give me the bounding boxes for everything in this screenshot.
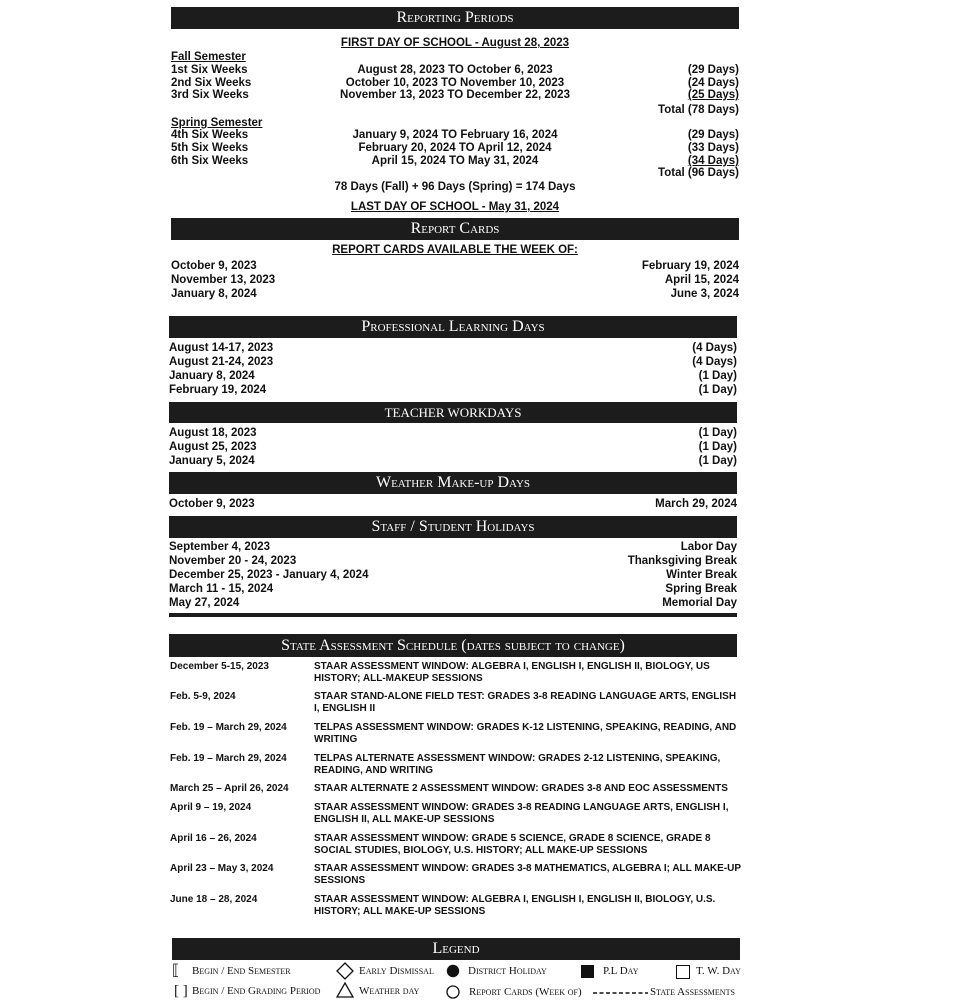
period-name: 4th Six Weeks (171, 129, 249, 141)
period-days: (29 Days) (687, 64, 739, 76)
section-divider (169, 613, 737, 617)
holiday-name: Labor Day (680, 541, 737, 553)
legend-begin-end-semester: Begin / End Semester (192, 965, 291, 977)
tw-days: (1 Day) (698, 427, 737, 439)
period-dates: October 10, 2023 TO November 10, 2023 (345, 77, 565, 89)
period-days: (33 Days) (687, 142, 739, 154)
assessment-desc: TELPAS ALTERNATE ASSESSMENT WINDOW: GRADES 2-12 LISTENING, SPEAKING, READING, AND WRITING (314, 753, 721, 776)
holiday-date: March 11 - 15, 2024 (169, 583, 274, 595)
pl-date: February 19, 2024 (169, 384, 267, 396)
period-dates: November 13, 2023 TO December 22, 2023 (340, 89, 570, 101)
report-card-date: June 3, 2024 (670, 288, 739, 300)
assessment-date: April 16 – 26, 2024 (170, 833, 257, 844)
diamond-icon (336, 962, 354, 980)
spring-total: Total (96 Days) (658, 167, 739, 179)
legend-early-dismissal: Early Dismissal (359, 965, 434, 977)
weather-date: October 9, 2023 (169, 498, 255, 510)
fall-semester-label: Fall Semester (171, 51, 246, 63)
assessment-desc: TELPAS ASSESSMENT WINDOW: GRADES K-12 LISTENING, SPEAKING, READING, AND WRITING (314, 722, 737, 745)
holiday-name: Memorial Day (662, 597, 737, 609)
assessment-desc: STAAR ASSESSMENT WINDOW: GRADES 3-8 MATHEMATICS, ALGEBRA I; ALL MAKE-UP SESSIONS (314, 863, 741, 886)
tw-days: (1 Day) (698, 455, 737, 467)
holiday-name: Spring Break (665, 583, 737, 595)
tw-days: (1 Day) (698, 441, 737, 453)
period-name: 6th Six Weeks (171, 155, 249, 167)
assessment-date: April 23 – May 3, 2024 (170, 863, 274, 874)
period-dates: August 28, 2023 TO October 6, 2023 (357, 64, 553, 76)
triangle-icon (336, 982, 354, 998)
period-name: 1st Six Weeks (171, 64, 248, 76)
assessment-date: March 25 – April 26, 2024 (170, 783, 289, 794)
assessment-desc: STAAR ASSESSMENT WINDOW: GRADE 5 SCIENCE, GRADE 8 SCIENCE, GRADE 8 SOCIAL STUDIES, BIOLOGY, U.S. HISTORY; ALL MAKE-UP SESSIONS (314, 833, 711, 856)
double-bracket-icon: ⟦ (172, 963, 180, 979)
bracket-icon: [ ] (174, 983, 188, 999)
report-card-date: November 13, 2023 (171, 274, 276, 286)
legend-tw-day: T. W. Day (696, 965, 741, 977)
report-card-date: February 19, 2024 (641, 260, 739, 272)
period-name: 3rd Six Weeks (171, 89, 249, 101)
holiday-date: May 27, 2024 (169, 597, 240, 609)
holidays-header: Staff / Student Holidays (169, 516, 737, 538)
pl-days: (4 Days) (692, 356, 737, 368)
outline-circle-icon (446, 985, 460, 999)
assessment-date: April 9 – 19, 2024 (170, 802, 252, 813)
period-days: (29 Days) (687, 129, 739, 141)
period-name: 5th Six Weeks (171, 142, 249, 154)
weather-date: March 29, 2024 (655, 498, 737, 510)
first-day-of-school: FIRST DAY OF SCHOOL - August 28, 2023 (340, 37, 570, 49)
legend-district-holiday: District Holiday (468, 965, 547, 977)
period-dates: February 20, 2024 TO April 12, 2024 (358, 142, 552, 154)
period-days: (34 Days) (687, 155, 739, 167)
legend-pl-day: P.L Day (603, 965, 639, 977)
legend-weather-day: Weather day (359, 985, 420, 997)
assessment-desc: STAAR ASSESSMENT WINDOW: GRADES 3-8 READING LANGUAGE ARTS, ENGLISH I, ENGLISH II, ALL MAKE-UP SESSIONS (314, 802, 729, 825)
period-dates: January 9, 2024 TO February 16, 2024 (352, 129, 558, 141)
legend-begin-end-grading: Begin / End Grading Period (192, 985, 321, 997)
period-days: (25 Days) (687, 89, 739, 101)
assessment-date: December 5-15, 2023 (170, 661, 269, 672)
filled-square-icon (581, 965, 594, 978)
days-sum: 78 Days (Fall) + 96 Days (Spring) = 174 Days (334, 181, 576, 193)
tw-date: August 18, 2023 (169, 427, 257, 439)
report-cards-header: Report Cards (171, 218, 739, 240)
holiday-date: December 25, 2023 - January 4, 2024 (169, 569, 369, 581)
pl-days: (1 Day) (698, 370, 737, 382)
holiday-date: September 4, 2023 (169, 541, 271, 553)
period-days: (24 Days) (687, 77, 739, 89)
holiday-date: November 20 - 24, 2023 (169, 555, 297, 567)
assessment-desc: STAAR ALTERNATE 2 ASSESSMENT WINDOW: GRADES 3-8 AND EOC ASSESSMENTS (314, 783, 728, 794)
pl-date: August 21-24, 2023 (169, 356, 274, 368)
spring-semester-label: Spring Semester (171, 117, 263, 129)
pl-days: (1 Day) (698, 384, 737, 396)
legend-state-assessments: State Assessments (650, 986, 735, 998)
pl-date: August 14-17, 2023 (169, 342, 274, 354)
period-name: 2nd Six Weeks (171, 77, 252, 89)
pl-days: (4 Days) (692, 342, 737, 354)
assessment-date: Feb. 19 – March 29, 2024 (170, 753, 287, 764)
assessment-desc: STAAR ASSESSMENT WINDOW: ALGEBRA I, ENGLISH I, ENGLISH II, BIOLOGY, U.S. HISTORY; ALL MAKE-UP SESSIONS (314, 894, 716, 917)
tw-date: January 5, 2024 (169, 455, 255, 467)
report-card-date: January 8, 2024 (171, 288, 257, 300)
assessment-desc: STAAR STAND-ALONE FIELD TEST: GRADES 3-8 READING LANGUAGE ARTS, ENGLISH I, ENGLISH II (314, 691, 737, 714)
period-dates: April 15, 2024 TO May 31, 2024 (371, 155, 539, 167)
assessment-date: June 18 – 28, 2024 (170, 894, 258, 905)
assessment-date: Feb. 5-9, 2024 (170, 691, 236, 702)
pl-date: January 8, 2024 (169, 370, 255, 382)
teacher-workdays-header: TEACHER WORKDAYS (169, 402, 737, 423)
fall-total: Total (78 Days) (658, 104, 739, 116)
legend-report-cards: Report Cards (Week of) (469, 986, 582, 998)
report-cards-subtitle: REPORT CARDS AVAILABLE THE WEEK OF: (332, 244, 578, 256)
weather-makeup-header: Weather Make-up Days (169, 472, 737, 494)
legend-header: Legend (172, 938, 740, 960)
dashed-line-icon (593, 991, 648, 995)
professional-learning-header: Professional Learning Days (169, 316, 737, 338)
tw-date: August 25, 2023 (169, 441, 257, 453)
reporting-periods-header: Reporting Periods (171, 7, 739, 29)
outline-square-icon (676, 965, 690, 979)
report-card-date: April 15, 2024 (664, 274, 739, 286)
holiday-name: Winter Break (666, 569, 737, 581)
holiday-name: Thanksgiving Break (627, 555, 737, 567)
filled-circle-icon (446, 964, 460, 978)
assessment-desc: STAAR ASSESSMENT WINDOW: ALGEBRA I, ENGLISH I, ENGLISH II, BIOLOGY, US HISTORY; ALL-MAKEUP SESSIONS (314, 661, 710, 684)
last-day-of-school: LAST DAY OF SCHOOL - May 31, 2024 (350, 201, 560, 213)
report-card-date: October 9, 2023 (171, 260, 257, 272)
state-assessment-header: State Assessment Schedule (dates subject to change) (169, 634, 737, 657)
assessment-date: Feb. 19 – March 29, 2024 (170, 722, 287, 733)
